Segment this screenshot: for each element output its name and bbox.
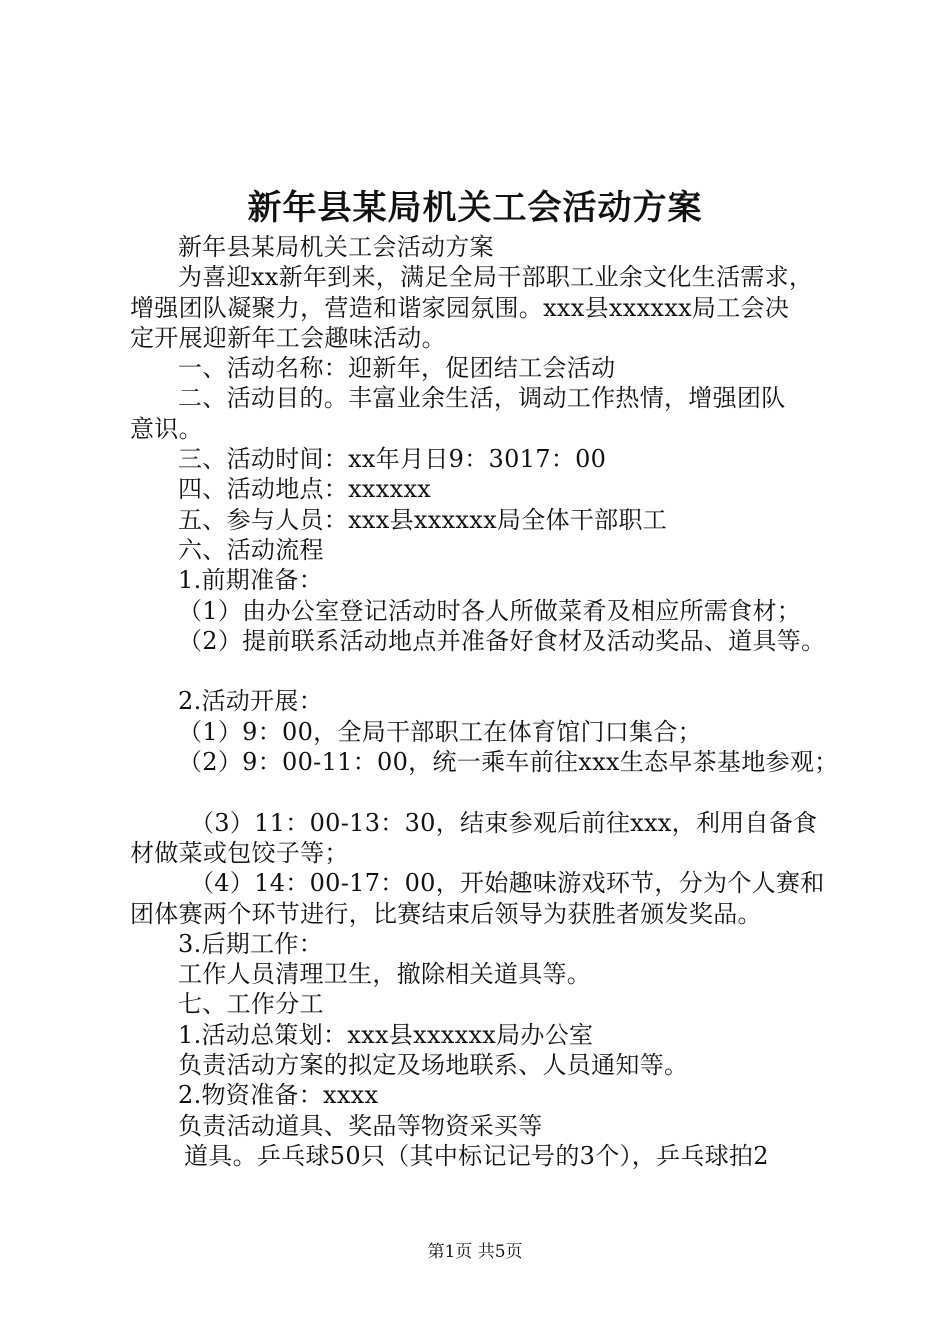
paragraph-line: 团体赛两个环节进行，比赛结束后领导为获胜者颁发奖品。 xyxy=(130,899,762,928)
section-heading: 六、活动流程 xyxy=(178,535,324,564)
paragraph-line: 为喜迎xx新年到来，满足全局干部职工业余文化生活需求， xyxy=(178,263,814,292)
section-heading: 五、参与人员：xxx县xxxxxx局全体干部职工 xyxy=(178,505,668,534)
subsection-heading: 2.活动开展： xyxy=(178,687,323,716)
document-body xyxy=(130,232,850,1171)
paragraph-line: 增强团队凝聚力，营造和谐家园氛围。xxx县xxxxxx局工会决 xyxy=(130,293,790,322)
list-item: （1）9：00，全局干部职工在体育馆门口集合； xyxy=(178,717,702,746)
list-item: （1）由办公室登记活动时各人所做菜肴及相应所需食材； xyxy=(178,596,802,625)
subsection-heading: 1.活动总策划：xxx县xxxxxx局办公室 xyxy=(178,1020,594,1049)
subsection-heading: 2.物资准备：xxxx xyxy=(178,1081,379,1110)
paragraph-line: 道具。乒乓球50只（其中标记记号的3个），乒乓球拍2 xyxy=(184,1141,769,1170)
page-title: 新年县某局机关工会活动方案 xyxy=(247,188,703,228)
list-item: （3）11：00-13：30，结束参观后前往xxx，利用自备食 xyxy=(190,808,818,837)
paragraph-line: 负责活动方案的拟定及场地联系、人员通知等。 xyxy=(178,1051,689,1080)
subsection-heading: 3.后期工作： xyxy=(178,929,323,958)
section-heading: 二、活动目的。丰富业余生活，调动工作热情，增强团队 xyxy=(178,384,786,413)
section-heading: 四、活动地点：xxxxxx xyxy=(178,475,432,504)
subsection-heading: 1.前期准备： xyxy=(178,566,323,595)
section-heading: 三、活动时间：xx年月日9：3017：00 xyxy=(178,445,607,474)
blank-line xyxy=(130,777,850,807)
paragraph-line: 定开展迎新年工会趣味活动。 xyxy=(130,323,446,352)
list-item: （2）9：00-11：00，统一乘车前往xxx生态早茶基地参观； xyxy=(178,748,839,777)
paragraph-line: 负责活动道具、奖品等物资采买等 xyxy=(178,1111,543,1140)
paragraph-line: 工作人员清理卫生，撤除相关道具等。 xyxy=(178,960,592,989)
list-item: （2）提前联系活动地点并准备好食材及活动奖品、道具等。 xyxy=(178,626,826,655)
list-item: （4）14：00-17：00，开始趣味游戏环节，分为个人赛和 xyxy=(190,869,825,898)
paragraph-line: 意识。 xyxy=(130,414,203,443)
section-heading: 一、活动名称：迎新年，促团结工会活动 xyxy=(178,354,616,383)
blank-line xyxy=(130,656,850,686)
page-footer: 第1页 共5页 xyxy=(427,1242,523,1262)
paragraph-line: 材做菜或包饺子等； xyxy=(130,838,349,867)
subtitle-line: 新年县某局机关工会活动方案 xyxy=(178,233,494,261)
section-heading: 七、工作分工 xyxy=(178,990,324,1019)
